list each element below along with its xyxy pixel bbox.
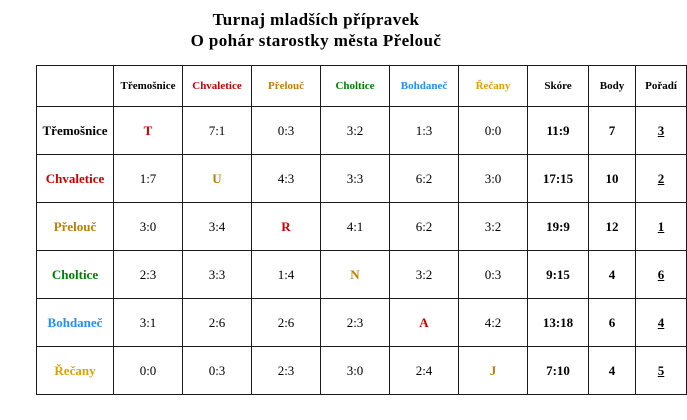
rank-cell: 2 <box>636 155 687 203</box>
row-label-tremosnice: Třemošnice <box>37 107 114 155</box>
header-team-tremosnice: Třemošnice <box>114 66 183 107</box>
result-cell: 1:3 <box>390 107 459 155</box>
table-header <box>37 66 687 107</box>
result-cell: 2:3 <box>114 251 183 299</box>
header-team-chvaletice: Chvaletice <box>183 66 252 107</box>
header-points: Body <box>589 66 636 107</box>
standings-table <box>36 65 687 395</box>
result-cell: 0:3 <box>183 347 252 395</box>
result-cell: 0:0 <box>459 107 528 155</box>
result-cell: 3:0 <box>114 203 183 251</box>
header-score: Skóre <box>528 66 589 107</box>
table-row <box>37 347 687 395</box>
result-cell: 3:1 <box>114 299 183 347</box>
score-cell: 7:10 <box>528 347 589 395</box>
result-cell: 2:6 <box>252 299 321 347</box>
score-cell: 9:15 <box>528 251 589 299</box>
result-cell: 7:1 <box>183 107 252 155</box>
score-cell: 13:18 <box>528 299 589 347</box>
points-cell: 12 <box>589 203 636 251</box>
result-cell: 3:0 <box>321 347 390 395</box>
row-label-chvaletice: Chvaletice <box>37 155 114 203</box>
header-team-bohdanec: Bohdaneč <box>390 66 459 107</box>
result-cell: 2:6 <box>183 299 252 347</box>
self-cell-bohdanec: A <box>390 299 459 347</box>
result-cell: 0:0 <box>114 347 183 395</box>
result-cell: 4:3 <box>252 155 321 203</box>
points-cell: 4 <box>589 347 636 395</box>
rank-cell: 1 <box>636 203 687 251</box>
header-corner-cell <box>37 66 114 107</box>
result-cell: 3:3 <box>183 251 252 299</box>
rank-cell: 5 <box>636 347 687 395</box>
points-cell: 4 <box>589 251 636 299</box>
header-team-recany: Řečany <box>459 66 528 107</box>
row-label-prelouc: Přelouč <box>37 203 114 251</box>
result-cell: 2:3 <box>321 299 390 347</box>
result-cell: 2:3 <box>252 347 321 395</box>
table-body <box>37 107 687 395</box>
result-cell: 3:4 <box>183 203 252 251</box>
tournament-title-line-2: O pohár starostky města Přelouč <box>190 31 442 50</box>
result-cell: 6:2 <box>390 203 459 251</box>
tournament-title-line-1: Turnaj mladších přípravek <box>212 10 420 29</box>
result-cell: 1:7 <box>114 155 183 203</box>
self-cell-recany: J <box>459 347 528 395</box>
points-cell: 7 <box>589 107 636 155</box>
self-cell-tremosnice: T <box>114 107 183 155</box>
self-cell-choltice: N <box>321 251 390 299</box>
self-cell-prelouc: R <box>252 203 321 251</box>
result-cell: 4:2 <box>459 299 528 347</box>
standings-table-wrap <box>36 65 677 395</box>
title-block <box>0 0 632 51</box>
result-cell: 0:3 <box>459 251 528 299</box>
row-label-recany: Řečany <box>37 347 114 395</box>
header-rank: Pořadí <box>636 66 687 107</box>
result-cell: 1:4 <box>252 251 321 299</box>
result-cell: 6:2 <box>390 155 459 203</box>
points-cell: 10 <box>589 155 636 203</box>
table-row <box>37 299 687 347</box>
table-row <box>37 107 687 155</box>
header-team-prelouc: Přelouč <box>252 66 321 107</box>
table-header-row <box>37 66 687 107</box>
result-cell: 3:2 <box>390 251 459 299</box>
rank-cell: 6 <box>636 251 687 299</box>
result-cell: 3:2 <box>321 107 390 155</box>
row-label-bohdanec: Bohdaneč <box>37 299 114 347</box>
table-row <box>37 251 687 299</box>
score-cell: 17:15 <box>528 155 589 203</box>
rank-cell: 3 <box>636 107 687 155</box>
table-row <box>37 203 687 251</box>
row-label-choltice: Choltice <box>37 251 114 299</box>
header-team-choltice: Choltice <box>321 66 390 107</box>
result-cell: 3:0 <box>459 155 528 203</box>
result-cell: 3:3 <box>321 155 390 203</box>
result-cell: 0:3 <box>252 107 321 155</box>
result-cell: 2:4 <box>390 347 459 395</box>
rank-cell: 4 <box>636 299 687 347</box>
result-cell: 4:1 <box>321 203 390 251</box>
points-cell: 6 <box>589 299 636 347</box>
self-cell-chvaletice: U <box>183 155 252 203</box>
result-cell: 3:2 <box>459 203 528 251</box>
score-cell: 19:9 <box>528 203 589 251</box>
score-cell: 11:9 <box>528 107 589 155</box>
table-row <box>37 155 687 203</box>
